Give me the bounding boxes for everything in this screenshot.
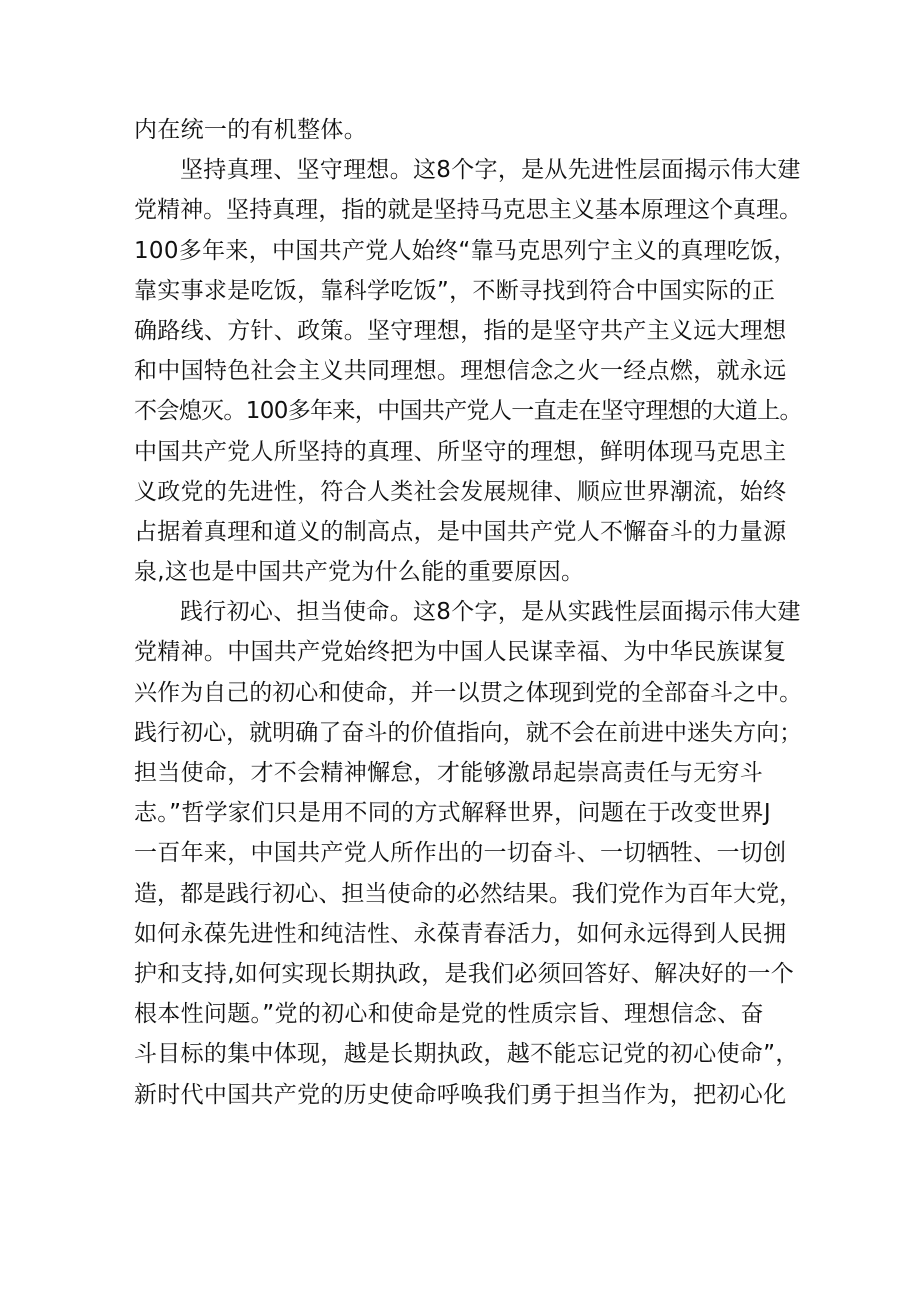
text-line: 斗目标的集中体现，越是长期执政，越不能忘记党的初心使命”， xyxy=(134,1041,799,1068)
text-line: 坚持真理、坚守理想。这8个字，是从先进性层面揭示伟大建 xyxy=(180,157,801,184)
text-line: 担当使命，才不会精神懈怠，才能够激昂起崇高责任与无穷斗 xyxy=(134,760,764,786)
text-line: 泉,这也是中国共产党为什么能的重要原因。 xyxy=(134,559,585,586)
text-line: 一百年来，中国共产党人所作出的一切奋斗、一切牺牲、一切创 xyxy=(134,840,787,867)
text-line: 占据着真理和道义的制高点，是中国共产党人不懈奋斗的力量源 xyxy=(134,518,787,545)
text-line: 靠实事求是吃饭，靠科学吃饭”，不断寻找到符合中国实际的正 xyxy=(134,277,776,304)
text-line: 中国共产党人所坚持的真理、所坚守的理想，鲜明体现马克思主 xyxy=(134,438,787,465)
text-line: 兴作为自己的初心和使命，并一以贯之体现到党的全部奋斗之中。 xyxy=(134,679,803,706)
text-line: 志。”哲学家们只是用不同的方式解释世界，问题在于改变世界J xyxy=(134,800,771,827)
text-line: 义政党的先进性，符合人类社会发展规律、顺应世界潮流，始终 xyxy=(134,478,787,505)
text-line: 如何永葆先进性和纯洁性、永葆青春活力，如何永远得到人民拥 xyxy=(134,920,787,947)
text-line: 践行初心，就明确了奋斗的价值指向，就不会在前进中迷失方向； xyxy=(134,719,803,746)
body-text xyxy=(134,110,804,1115)
text-line: 和中国特色社会主义共同理想。理想信念之火一经点燃，就永远 xyxy=(134,358,787,385)
text-line: 新时代中国共产党的历史使命呼唤我们勇于担当作为，把初心化 xyxy=(134,1081,787,1108)
text-line: 100多年来，中国共产党人始终“靠马克思列宁主义的真理吃饭， xyxy=(134,237,797,264)
text-line: 党精神。坚持真理，指的就是坚持马克思主义基本原理这个真理。 xyxy=(134,197,803,224)
text-line: 确路线、方针、政策。坚守理想，指的是坚守共产主义远大理想 xyxy=(134,317,787,344)
text-line: 不会熄灭。100多年来，中国共产党人一直走在坚守理想的大道上。 xyxy=(134,398,802,425)
text-line: 内在统一的有机整体。 xyxy=(134,117,367,143)
text-line: 根本性问题。”党的初心和使命是党的性质宗旨、理想信念、奋 xyxy=(134,1001,764,1028)
text-line: 护和支持,如何实现长期执政，是我们必须回答好、解决好的一个 xyxy=(134,960,795,987)
text-line: 践行初心、担当使命。这8个字，是从实践性层面揭示伟大建 xyxy=(180,599,801,626)
text-line: 党精神。中国共产党始终把为中国人民谋幸福、为中华民族谋复 xyxy=(134,639,787,666)
text-line: 造，都是践行初心、担当使命的必然结果。我们党作为百年大党， xyxy=(134,880,803,907)
